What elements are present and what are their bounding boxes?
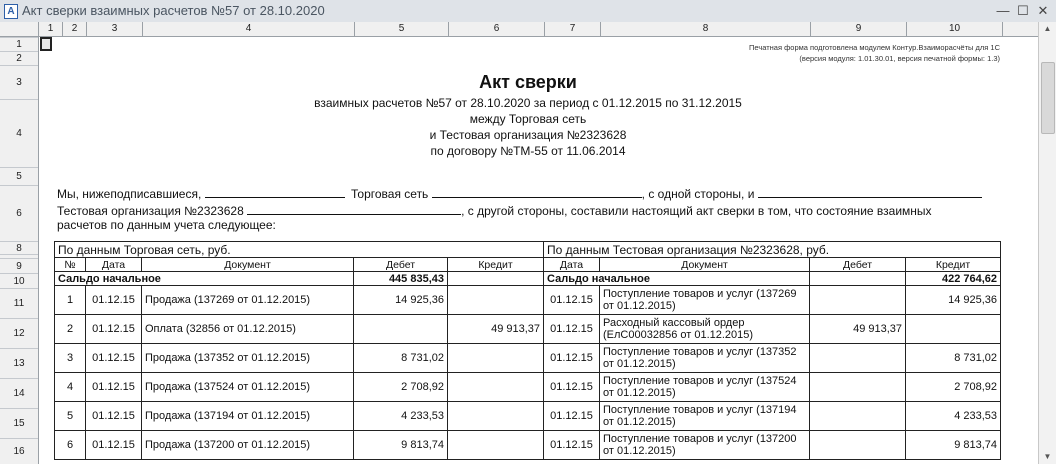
row-counterparty-credit: 9 813,74 <box>906 431 1001 460</box>
column-header-credit: Кредит <box>906 258 1001 272</box>
row-counterparty-date: 01.12.15 <box>544 402 600 431</box>
column-header-8[interactable]: 8 <box>600 22 810 36</box>
right-side-title: По данным Тестовая организация №2323628, руб. <box>544 242 1001 258</box>
row-counterparty-debit <box>810 431 906 460</box>
paragraph-text: , с другой стороны, составили настоящий акт сверки в том, что состояние взаимных <box>461 204 932 218</box>
row-date: 01.12.15 <box>86 431 142 460</box>
row-credit <box>448 344 544 373</box>
opening-balance-label: Сальдо начальное <box>55 272 354 286</box>
row-header-5[interactable]: 5 <box>0 167 38 185</box>
scroll-down-icon[interactable]: ▼ <box>1043 452 1052 461</box>
column-header-10[interactable]: 10 <box>906 22 1002 36</box>
row-header-8[interactable]: 8 <box>16 242 22 254</box>
row-counterparty-credit: 8 731,02 <box>906 344 1001 373</box>
row-header-3[interactable]: 3 <box>0 65 38 99</box>
paragraph-text: , с одной стороны, и <box>641 187 755 201</box>
row-counterparty-date: 01.12.15 <box>544 431 600 460</box>
row-counterparty-credit <box>906 315 1001 344</box>
table-row <box>55 402 1001 431</box>
row-number: 1 <box>55 286 86 315</box>
window-title: Акт сверки взаимных расчетов №57 от 28.10.2020 <box>22 3 325 18</box>
row-debit: 8 731,02 <box>354 344 448 373</box>
row-number: 3 <box>55 344 86 373</box>
row-number: 4 <box>55 373 86 402</box>
row-counterparty-credit: 2 708,92 <box>906 373 1001 402</box>
column-header-document: Документ <box>142 258 354 272</box>
column-header-debit: Дебет <box>810 258 906 272</box>
row-document: Продажа (137352 от 01.12.2015) <box>142 344 354 373</box>
row-credit <box>448 373 544 402</box>
row-number: 5 <box>55 402 86 431</box>
close-button[interactable]: ✕ <box>1037 3 1049 18</box>
row-debit: 4 233,53 <box>354 402 448 431</box>
column-header-date: Дата <box>86 258 142 272</box>
row-debit: 2 708,92 <box>354 373 448 402</box>
row-date: 01.12.15 <box>86 402 142 431</box>
column-header-6[interactable]: 6 <box>448 22 544 36</box>
row-header-10[interactable]: 10 <box>0 273 38 288</box>
header-line-3: и Тестовая организация №2323628 <box>429 128 627 142</box>
column-header-1[interactable]: 1 <box>38 22 62 36</box>
minimize-button[interactable]: — <box>996 3 1010 18</box>
row-header-14[interactable]: 14 <box>0 378 38 408</box>
reconciliation-table <box>54 241 1001 460</box>
column-header-7[interactable]: 7 <box>544 22 600 36</box>
paragraph-text: Тестовая организация №2323628 <box>57 204 244 218</box>
row-header-9[interactable]: 9 <box>0 258 38 273</box>
column-header-extra[interactable] <box>1002 22 1038 36</box>
row-debit <box>354 315 448 344</box>
scroll-up-icon[interactable]: ▲ <box>1043 24 1052 33</box>
row-header-13[interactable]: 13 <box>0 348 38 378</box>
row-debit: 9 813,74 <box>354 431 448 460</box>
row-document: Оплата (32856 от 01.12.2015) <box>142 315 354 344</box>
window-title-bar <box>0 0 1056 23</box>
column-header-document: Документ <box>600 258 810 272</box>
column-header-number: № <box>55 258 86 272</box>
row-header-2[interactable]: 2 <box>0 51 38 65</box>
table-row <box>55 431 1001 460</box>
signature-blank <box>205 185 345 198</box>
row-number: 2 <box>55 315 86 344</box>
signature-blank <box>432 185 642 198</box>
row-counterparty-debit: 49 913,37 <box>810 315 906 344</box>
row-credit <box>448 431 544 460</box>
row-counterparty-credit: 4 233,53 <box>906 402 1001 431</box>
row-counterparty-document: Поступление товаров и услуг (137200 от 01.12.2015) <box>600 431 810 460</box>
row-counterparty-debit <box>810 402 906 431</box>
signature-blank <box>247 202 461 215</box>
signature-blank <box>758 185 982 198</box>
row-counterparty-document: Расходный кассовый ордер (ЕлС00032856 от 01.12.2015) <box>600 315 810 344</box>
opening-balance-debit: 445 835,43 <box>354 272 448 286</box>
row-date: 01.12.15 <box>86 286 142 315</box>
column-header-2[interactable]: 2 <box>62 22 86 36</box>
opening-balance-debit <box>810 272 906 286</box>
opening-balance-credit: 422 764,62 <box>906 272 1001 286</box>
column-header-9[interactable]: 9 <box>810 22 906 36</box>
row-date: 01.12.15 <box>86 315 142 344</box>
table-title-row <box>55 242 1001 258</box>
row-counterparty-credit: 14 925,36 <box>906 286 1001 315</box>
row-header-16[interactable]: 16 <box>0 438 38 464</box>
table-row <box>55 286 1001 315</box>
row-header-4[interactable]: 4 <box>0 99 38 167</box>
column-header-date: Дата <box>544 258 600 272</box>
table-header-row <box>55 258 1001 272</box>
row-document: Продажа (137194 от 01.12.2015) <box>142 402 354 431</box>
paragraph-line-2 <box>57 202 932 218</box>
header-line-4: по договору №ТМ-55 от 11.06.2014 <box>430 144 626 158</box>
opening-balance-row <box>55 272 1001 286</box>
row-header-15[interactable]: 15 <box>0 408 38 438</box>
opening-balance-credit <box>448 272 544 286</box>
document-icon: A <box>4 4 18 19</box>
row-number: 6 <box>55 431 86 460</box>
paragraph-line-1 <box>57 185 982 201</box>
row-header-11[interactable]: 11 <box>0 288 38 318</box>
maximize-button[interactable]: ☐ <box>1017 3 1029 18</box>
selected-cell[interactable] <box>40 37 52 51</box>
paragraph-text: Торговая сеть <box>351 187 429 201</box>
row-counterparty-date: 01.12.15 <box>544 286 600 315</box>
column-header-3[interactable]: 3 <box>86 22 142 36</box>
header-line-2: между Торговая сеть <box>469 112 587 126</box>
paragraph-line-3: расчетов по данным учета следующее: <box>57 218 276 232</box>
row-credit <box>448 402 544 431</box>
column-header-5[interactable]: 5 <box>354 22 448 36</box>
version-note: (версия модуля: 1.01.30.01, версия печатной формы: 1.3) <box>799 54 1000 63</box>
opening-balance-label: Сальдо начальное <box>544 272 810 286</box>
row-document: Продажа (137524 от 01.12.2015) <box>142 373 354 402</box>
row-header-1[interactable]: 1 <box>0 37 38 51</box>
header-line-1: взаимных расчетов №57 от 28.10.2020 за период с 01.12.2015 по 31.12.2015 <box>314 96 742 110</box>
column-header <box>0 22 1038 37</box>
table-row <box>55 315 1001 344</box>
table-row <box>55 344 1001 373</box>
row-counterparty-document: Поступление товаров и услуг (137194 от 01.12.2015) <box>600 402 810 431</box>
document-title: Акт сверки <box>479 72 577 92</box>
row-credit: 49 913,37 <box>448 315 544 344</box>
row-counterparty-debit <box>810 373 906 402</box>
row-counterparty-debit <box>810 344 906 373</box>
left-side-title: По данным Торговая сеть, руб. <box>55 242 544 258</box>
print-form-note: Печатная форма подготовлена модулем Контур.Взаиморасчёты для 1С <box>749 43 1000 52</box>
row-document: Продажа (137269 от 01.12.2015) <box>142 286 354 315</box>
row-debit: 14 925,36 <box>354 286 448 315</box>
row-header-12[interactable]: 12 <box>0 318 38 348</box>
table-row <box>55 373 1001 402</box>
row-counterparty-document: Поступление товаров и услуг (137524 от 01.12.2015) <box>600 373 810 402</box>
row-counterparty-date: 01.12.15 <box>544 344 600 373</box>
row-counterparty-debit <box>810 286 906 315</box>
column-header-4[interactable]: 4 <box>142 22 354 36</box>
row-counterparty-document: Поступление товаров и услуг (137352 от 01.12.2015) <box>600 344 810 373</box>
row-date: 01.12.15 <box>86 344 142 373</box>
paragraph-text: Мы, нижеподписавшиеся, <box>57 187 202 201</box>
row-header-6[interactable]: 6 <box>0 185 38 241</box>
row-counterparty-date: 01.12.15 <box>544 373 600 402</box>
row-document: Продажа (137200 от 01.12.2015) <box>142 431 354 460</box>
column-header-debit: Дебет <box>354 258 448 272</box>
column-header-credit: Кредит <box>448 258 544 272</box>
row-counterparty-date: 01.12.15 <box>544 315 600 344</box>
row-counterparty-document: Поступление товаров и услуг (137269 от 01.12.2015) <box>600 286 810 315</box>
row-credit <box>448 286 544 315</box>
row-date: 01.12.15 <box>86 373 142 402</box>
